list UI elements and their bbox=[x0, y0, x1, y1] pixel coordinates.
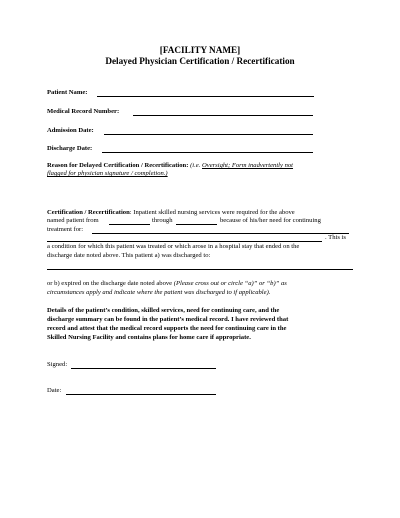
patient-name-label: Patient Name: bbox=[47, 89, 88, 96]
cert-line-4: . This is bbox=[325, 234, 346, 241]
facility-name: [FACILITY NAME] bbox=[159, 45, 241, 55]
reason-hint-prefix: (i.e. bbox=[190, 162, 201, 169]
statement-line-1: Details of the patient’s condition, skilled services, need for continuing care, and the bbox=[47, 307, 280, 314]
treatment-field-2[interactable] bbox=[47, 241, 322, 242]
reason-label: Reason for Delayed Certification / Recertification: bbox=[47, 162, 189, 169]
reason-hint-line-2: flagged for physician signature / completion.) bbox=[47, 170, 168, 177]
mrn-label: Medical Record Number: bbox=[47, 108, 120, 115]
cert-text-7b: (Please cross out or circle “a)” or “b)” as bbox=[173, 280, 287, 287]
discharge-date-field[interactable] bbox=[102, 152, 313, 153]
from-date-field[interactable] bbox=[109, 224, 150, 225]
patient-name-field[interactable] bbox=[97, 96, 314, 97]
cert-text-7a: or b) expired on the discharge date noted above bbox=[47, 280, 173, 287]
cert-line-3: treatment for: bbox=[47, 226, 84, 233]
treatment-field-1[interactable] bbox=[92, 233, 349, 234]
statement-line-3: record and attest that the medical record supports the need for continuing care in the bbox=[47, 325, 287, 332]
cert-text-1: : Inpatient skilled nursing services were required for the above bbox=[129, 209, 295, 216]
cert-line-6: discharge date noted above. This patient a) was discharged to: bbox=[47, 252, 211, 259]
statement-line-4: Skilled Nursing Facility and contains plans for home care if appropriate. bbox=[47, 334, 251, 341]
cert-line-5: a condition for which this patient was treated or which arose in a hospital stay that ended on the bbox=[47, 243, 300, 250]
admission-date-field[interactable] bbox=[104, 134, 313, 135]
cert-line-1 bbox=[47, 209, 295, 217]
signature-date-field[interactable] bbox=[66, 394, 216, 395]
reason-line-1 bbox=[47, 162, 293, 170]
cert-line-8: circumstances apply and indicate where the patient was discharged to if applicable). bbox=[47, 289, 271, 296]
cert-line-2-a: named patient from bbox=[47, 217, 99, 224]
signed-label: Signed: bbox=[47, 361, 68, 368]
mrn-field[interactable] bbox=[133, 115, 313, 116]
date-label: Date: bbox=[47, 387, 62, 394]
form-title: Delayed Physician Certification / Recertification bbox=[105, 56, 295, 66]
statement-line-2: discharge summary can be found in the patient’s medical record. I have reviewed that bbox=[47, 316, 289, 323]
through-date-field[interactable] bbox=[176, 224, 217, 225]
signature-field[interactable] bbox=[71, 368, 216, 369]
discharged-to-field[interactable] bbox=[47, 269, 353, 270]
cert-line-2-c: because of his/her need for continuing bbox=[220, 217, 321, 224]
discharge-date-label: Discharge Date: bbox=[47, 145, 93, 152]
reason-hint-underlined: Oversight; Form inadvertently not bbox=[202, 162, 294, 169]
cert-line-7 bbox=[47, 280, 287, 288]
cert-label: Certification / Recertification bbox=[47, 209, 130, 216]
cert-line-2-b: through bbox=[152, 217, 173, 224]
admission-date-label: Admission Date: bbox=[47, 127, 94, 134]
